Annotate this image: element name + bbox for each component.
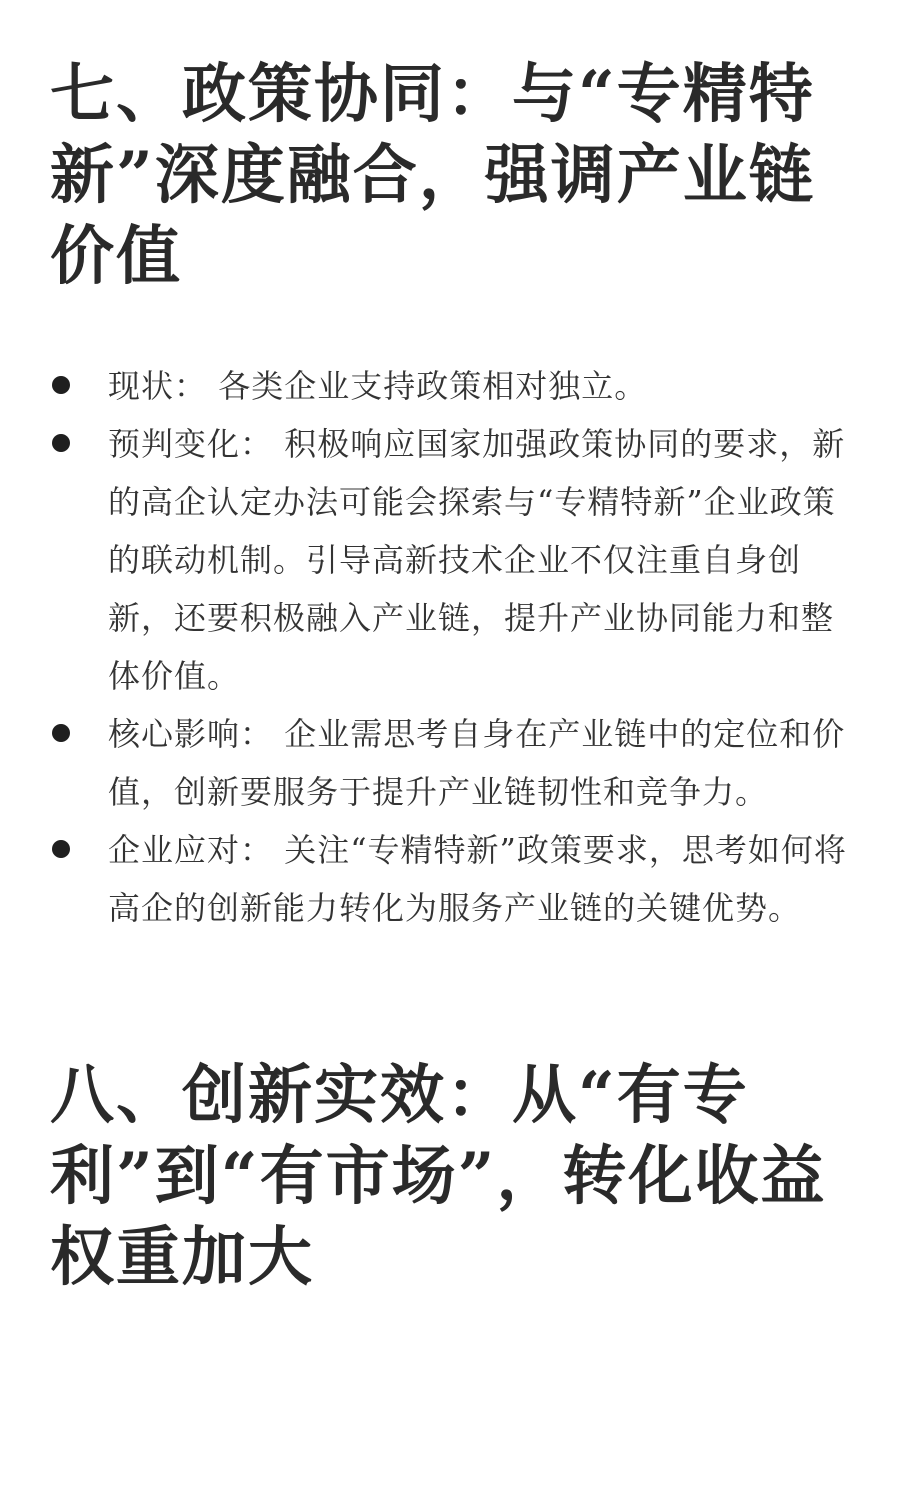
bullet-dot-icon [52,376,70,394]
bullet-text: 关注“专精特新”政策要求，思考如何将高企的创新能力转化为服务产业链的关键优势。 [108,831,847,927]
section-7-bullet-list [50,357,860,937]
bullet-dot-icon [52,434,70,452]
list-item-status [50,357,860,415]
bullet-label: 预判变化： [108,425,274,463]
bullet-text: 积极响应国家加强政策协同的要求，新的高企认定办法可能会探索与“专精特新”企业政策的联动机制。引导高新技术企业不仅注重自身创新，还要积极融入产业链，提升产业协同能力和整体价值。 [108,425,846,695]
list-item-enterprise-response [50,821,860,937]
bullet-label: 现状： [108,367,208,405]
bullet-text: 各类企业支持政策相对独立。 [207,367,648,405]
bullet-dot-icon [52,724,70,742]
bullet-dot-icon [52,840,70,858]
bullet-label: 核心影响： [108,715,274,753]
list-item-core-impact [50,705,860,821]
list-item-predicted-change [50,415,860,705]
section-7-heading: 七、政策协同：与“专精特新”深度融合，强调产业链价值 [50,57,815,294]
bullet-label: 企业应对： [108,831,274,869]
bullet-text: 企业需思考自身在产业链中的定位和价值，创新要服务于提升产业链韧性和竞争力。 [108,715,846,811]
section-8-heading: 八、创新实效：从“有专利”到“有市场”，转化收益权重加大 [50,1058,827,1295]
